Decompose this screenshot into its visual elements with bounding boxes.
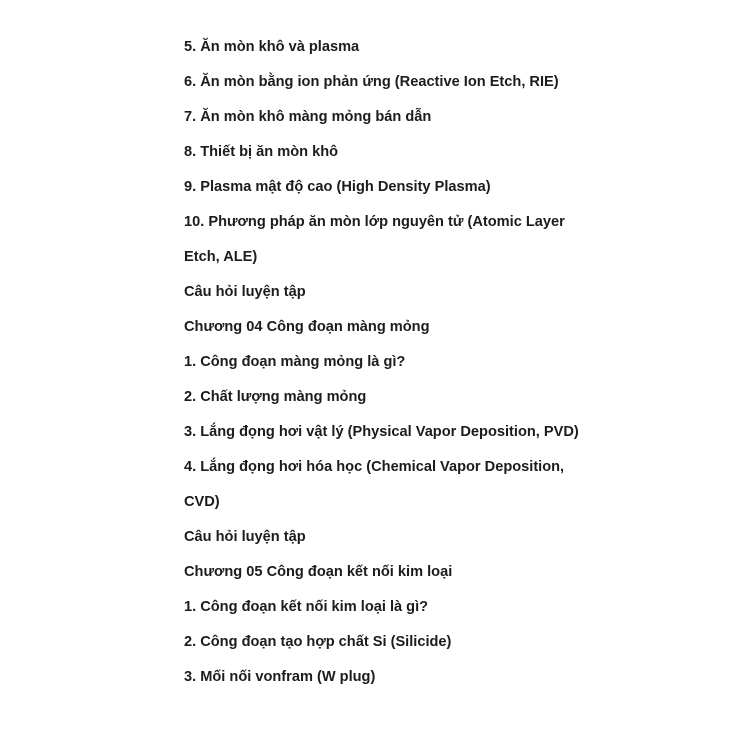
toc-item-ch4-1: 1. Công đoạn màng mỏng là gì? [184,354,406,370]
toc-item-ch3-10: 10. Phương pháp ăn mòn lớp nguyên tử (Atomic Layer [184,214,565,230]
toc-item-ch5-1: 1. Công đoạn kết nối kim loại là gì? [184,599,429,615]
toc-item-ch4-2: 2. Chất lượng màng mỏng [184,389,367,405]
toc-item-ch4-4-cont: CVD) [184,494,220,510]
toc-item-ch5-2: 2. Công đoạn tạo hợp chất Si (Silicide) [184,634,452,650]
table-of-contents [184,36,579,701]
toc-item-ch3-8: 8. Thiết bị ăn mòn khô [184,144,339,160]
toc-item-ch3-9: 9. Plasma mật độ cao (High Density Plasma) [184,179,491,195]
toc-practice-questions-ch3: Câu hỏi luyện tập [184,284,306,300]
toc-item-ch5-3: 3. Mối nối vonfram (W plug) [184,669,376,685]
toc-chapter-04-heading: Chương 04 Công đoạn màng mỏng [184,319,430,335]
toc-practice-questions-ch4: Câu hỏi luyện tập [184,529,306,545]
toc-item-ch3-6: 6. Ăn mòn bằng ion phản ứng (Reactive Ion Etch, RIE) [184,74,559,90]
toc-item-ch4-4: 4. Lắng đọng hơi hóa học (Chemical Vapor Deposition, [184,459,565,475]
toc-chapter-05-heading: Chương 05 Công đoạn kết nối kim loại [184,564,453,580]
toc-item-ch3-7: 7. Ăn mòn khô màng mỏng bán dẫn [184,109,432,125]
toc-item-ch3-5: 5. Ăn mòn khô và plasma [184,39,360,55]
toc-item-ch4-3: 3. Lắng đọng hơi vật lý (Physical Vapor Deposition, PVD) [184,424,579,440]
toc-item-ch3-10-cont: Etch, ALE) [184,249,258,265]
